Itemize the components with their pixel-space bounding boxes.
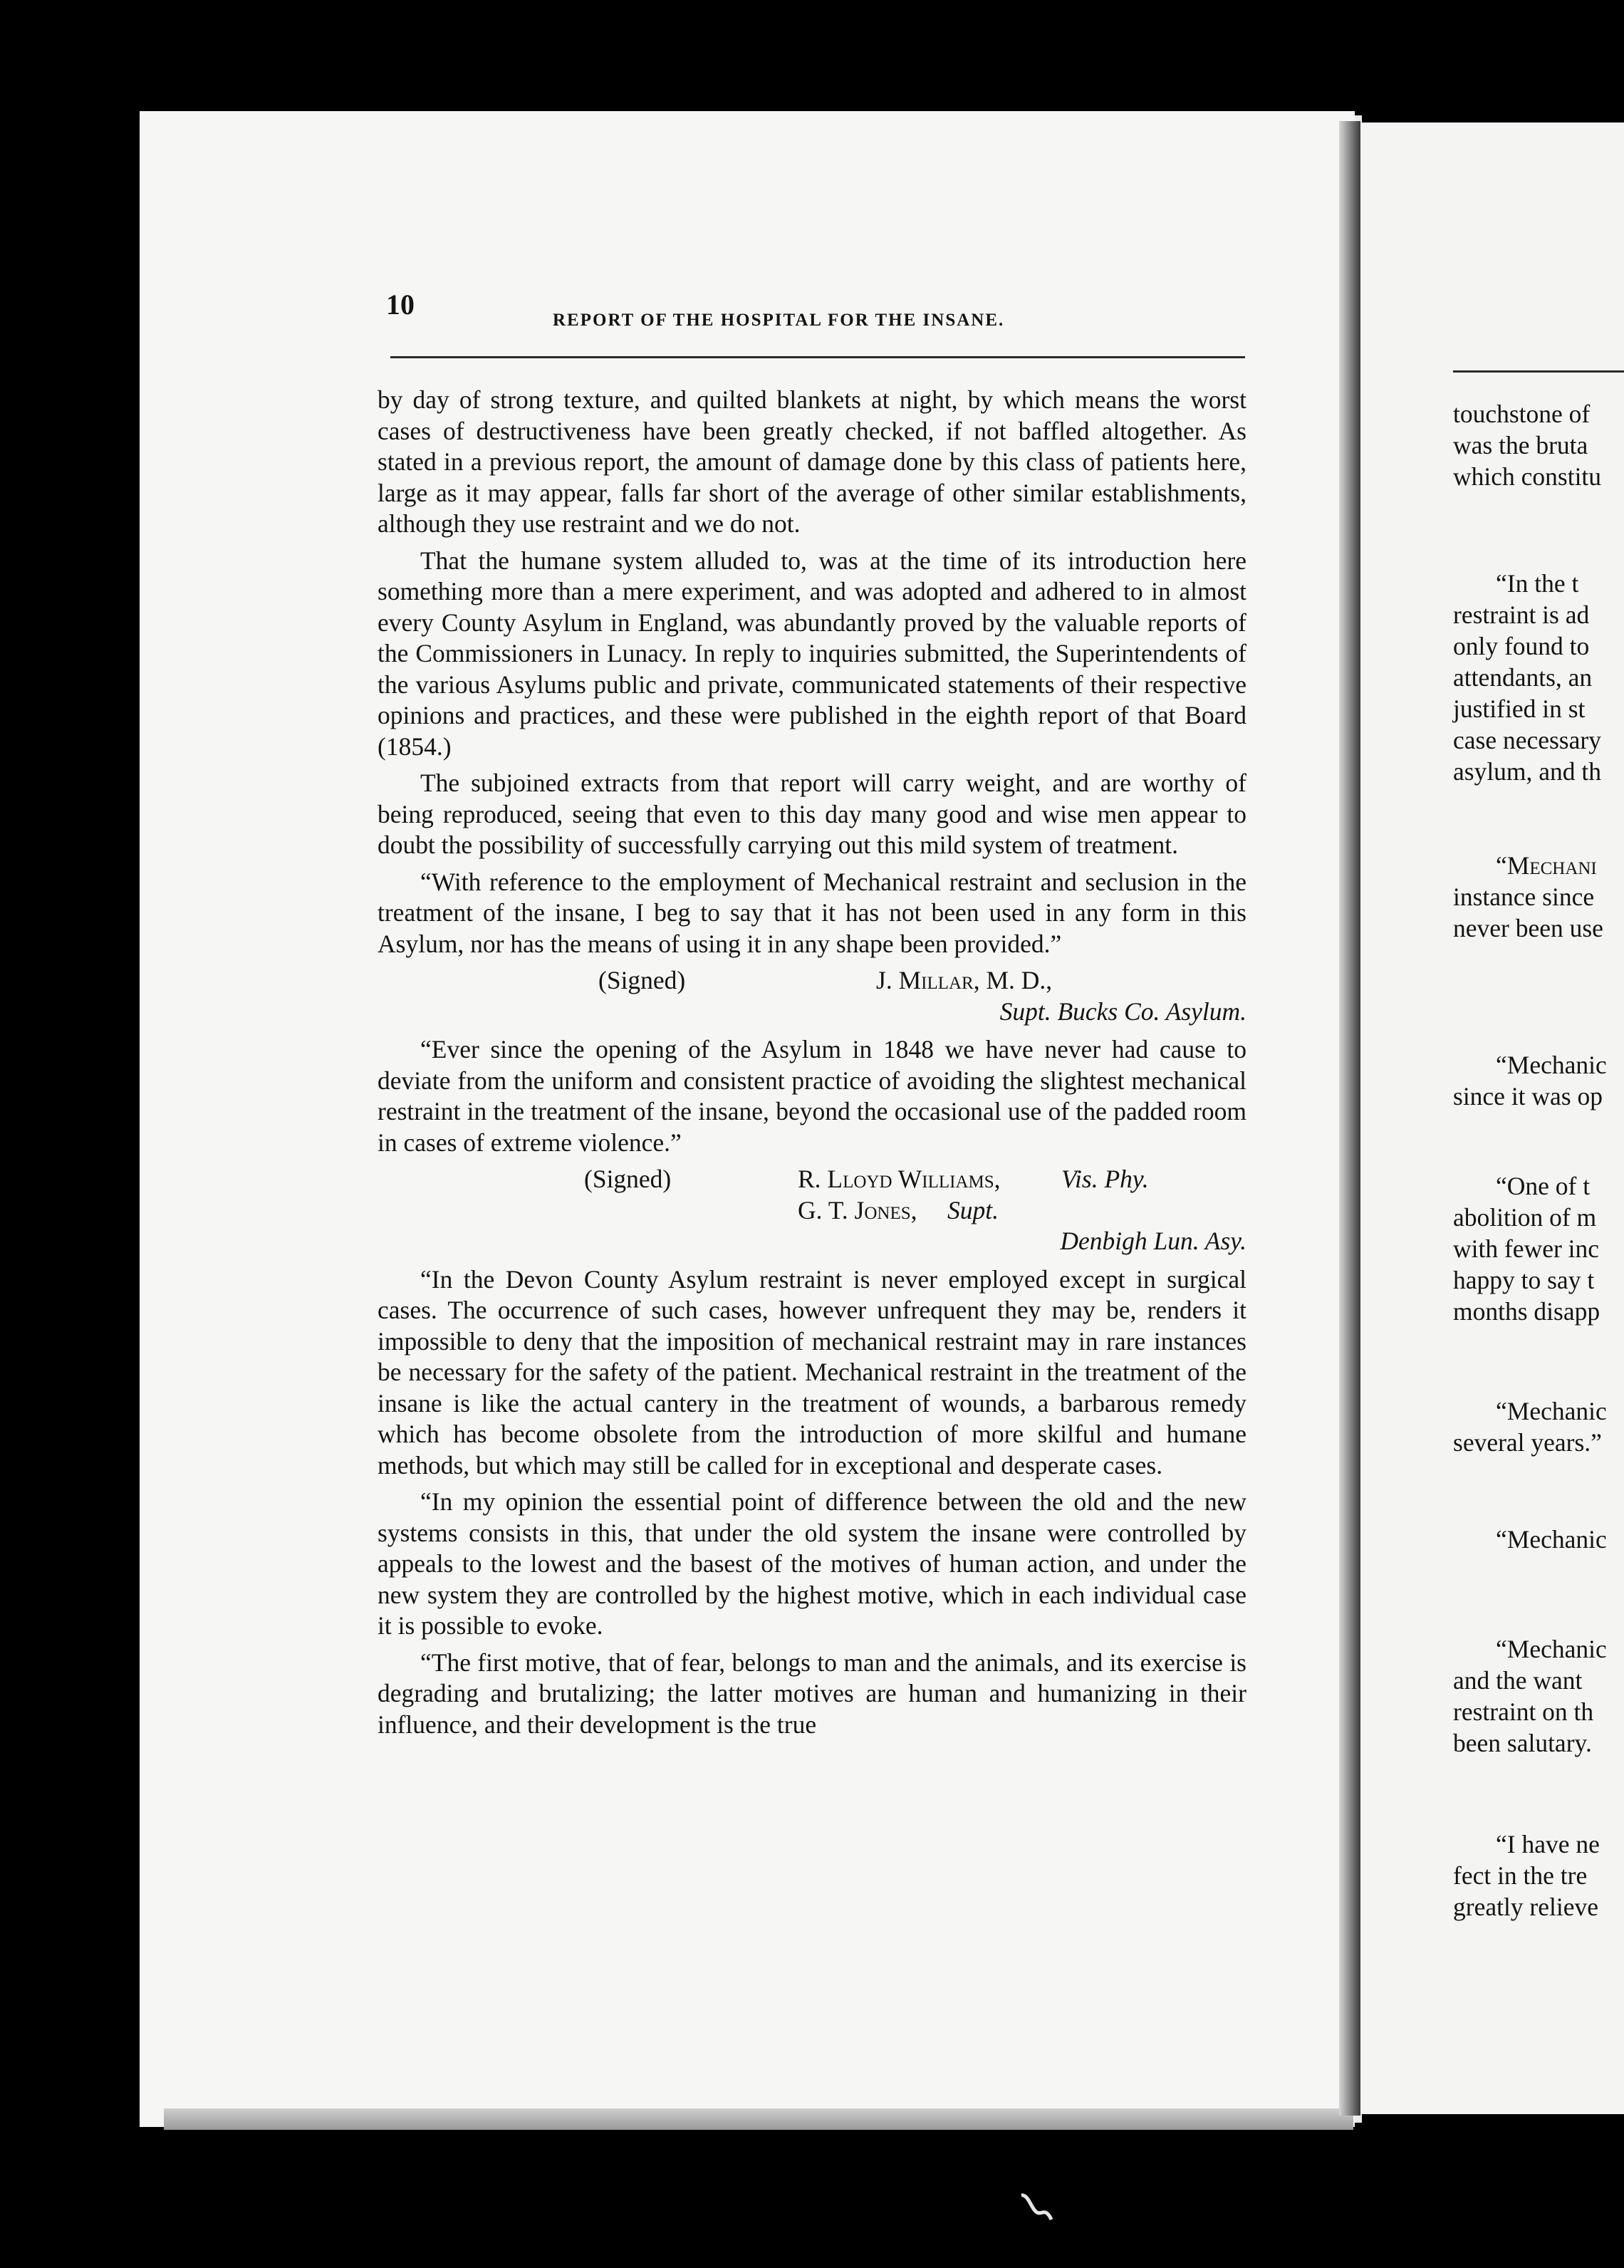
book-gutter <box>1339 121 1360 2116</box>
right-line: “Mechanic <box>1496 1051 1607 1079</box>
right-line: was the bruta <box>1453 431 1588 459</box>
right-line: “Mechanic <box>1496 1635 1607 1663</box>
right-line: since it was op <box>1453 1082 1603 1110</box>
paragraph: by day of strong texture, and quilted blankets at night, by which means the worst cases of destructiveness have been greatly checked, if not baffled altogether. As stated in a previous report, the amount of damage done by this class of patients here, large as it may appear, falls far short of the average of other similar establishments, although they use restraint and we do not. <box>378 385 1246 538</box>
right-line: months disapp <box>1453 1297 1600 1326</box>
right-line: asylum, and th <box>1453 757 1602 786</box>
signatory-name: R. Lloyd Williams, <box>798 1165 1001 1193</box>
right-line: touchstone of <box>1453 400 1591 428</box>
signature-line <box>378 1195 1246 1227</box>
right-line: instance since <box>1453 883 1595 911</box>
right-line: restraint is ad <box>1453 600 1590 629</box>
right-line: greatly relieve <box>1453 1893 1599 1921</box>
right-line: “One of t <box>1496 1172 1591 1200</box>
right-line: fect in the tre <box>1453 1861 1588 1890</box>
signature-line <box>378 1226 1246 1257</box>
page-bottom-edge <box>164 2108 1353 2130</box>
right-line: with fewer inc <box>1453 1234 1600 1263</box>
signatory-name: G. T. Jones, <box>798 1195 917 1224</box>
signatory-place: Supt. Bucks Co. Asylum. <box>999 997 1246 1026</box>
right-line: restraint on th <box>1453 1697 1594 1726</box>
signatory-title: Vis. Phy. <box>1061 1165 1149 1193</box>
right-line: “In the t <box>1496 569 1579 598</box>
signed-label: (Signed) <box>598 966 686 994</box>
signatory-title: Supt. <box>947 1195 999 1224</box>
page-number: 10 <box>386 288 415 321</box>
right-line: attendants, an <box>1453 663 1593 692</box>
quote-paragraph: “In my opinion the essential point of difference between the old and the new systems consists in this, that under the old system the insane were controlled by appeals to the lowest and the basest of the motives of human action, and under the new system they are controlled by the highest motive, which in each individual case it is possible to evoke. <box>378 1487 1246 1640</box>
running-head: REPORT OF THE HOSPITAL FOR THE INSANE. <box>553 311 1005 330</box>
header-rule <box>390 356 1245 358</box>
quote-paragraph: “In the Devon County Asylum restraint is never employed except in surgical cases. The occurrence of such cases, however unfrequent they may be, renders it impossible to deny that the imposition of mechanical restraint may in rare instances be necessary for the safety of the patient. Mechanical restraint in the treatment of the insane is like the actual cantery in the treatment of wounds, a barbarous remedy which has become obsolete from the introduction of more skilful and humane methods, but which may still be called for in exceptional and desperate cases. <box>378 1264 1246 1479</box>
right-line: justified in st <box>1453 695 1586 723</box>
right-line: “Mechani <box>1496 851 1597 880</box>
right-line: “I have ne <box>1496 1830 1600 1858</box>
right-line: abolition of m <box>1453 1203 1597 1232</box>
right-line: happy to say t <box>1453 1266 1595 1294</box>
right-line: and the want <box>1453 1666 1583 1695</box>
paragraph: The subjoined extracts from that report will carry weight, and are worthy of being reproduced, seeing that even to this day many good and wise men appear to doubt the possibility of successfully carrying out this mild system of treatment. <box>378 769 1246 859</box>
signatory-place: Denbigh Lun. Asy. <box>1060 1227 1246 1255</box>
right-line: never been use <box>1453 914 1603 942</box>
signed-label: (Signed) <box>584 1165 672 1193</box>
right-line: “Mechanic <box>1496 1525 1607 1554</box>
quote-paragraph: “With reference to the employment of Mechanical restraint and seclusion in the treatment of the insane, I beg to say that it has not been used in any form in this Asylum, nor has the means of using it in any shape been provided.” <box>378 867 1246 958</box>
signature-line <box>378 965 1246 997</box>
quote-paragraph: “Ever since the opening of the Asylum in 1848 we have never had cause to deviate from the uniform and consistent practice of avoiding the slightest mechanical restraint in the treatment of the insane, beyond the occasional use of the padded room in cases of extreme violence.” <box>378 1035 1246 1157</box>
paragraph: That the humane system alluded to, was at the time of its introduction here something more than a mere experiment, and was adopted and adhered to in almost every County Asylum in England, was abundantly proved by the valuable reports of the Commissioners in Lunacy. In reply to inquiries submitted, the Superintendents of the various Asylums public and private, communicated statements of their respective opinions and practices, and these were published in the eighth report of that Board (1854.) <box>378 546 1246 761</box>
scan-artifact-mark <box>1017 2188 1060 2231</box>
right-line: which constitu <box>1453 462 1602 491</box>
right-line: been salutary. <box>1453 1729 1592 1757</box>
right-line: case necessary <box>1453 726 1601 754</box>
right-line: only found to <box>1453 632 1590 660</box>
signatory-name: J. Millar, M. D., <box>876 966 1053 994</box>
signature-line <box>378 997 1246 1028</box>
right-header-rule <box>1453 370 1624 373</box>
signature-line <box>378 1164 1246 1195</box>
right-line: “Mechanic <box>1496 1397 1607 1425</box>
right-line: several years.” <box>1453 1428 1602 1457</box>
quote-paragraph: “The first motive, that of fear, belongs to man and the animals, and its exercise is degrading and brutalizing; the latter motives are human and humanizing in their influence, and their development is the true <box>378 1648 1246 1739</box>
body-text <box>378 385 1246 1746</box>
